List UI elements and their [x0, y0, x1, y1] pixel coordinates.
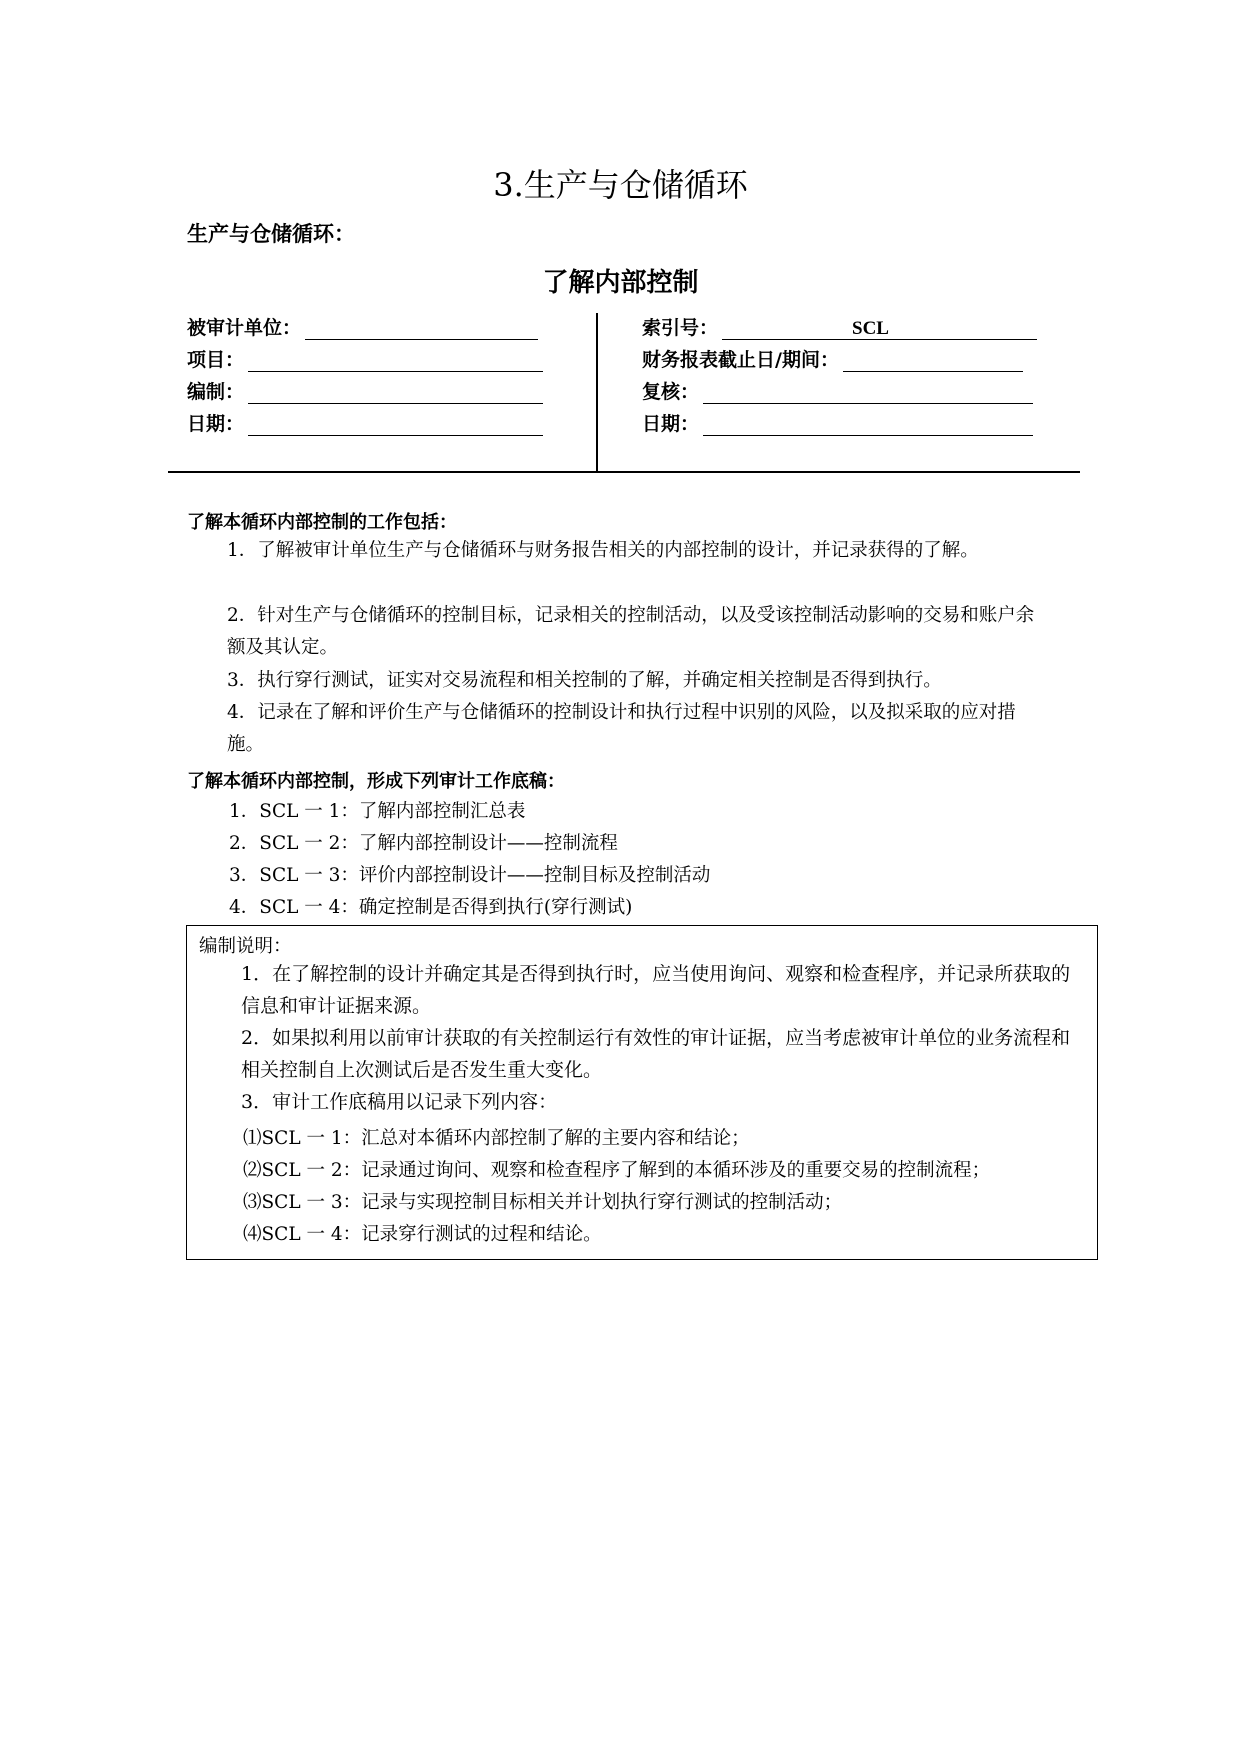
papers-heading: 了解本循环内部控制，形成下列审计工作底稿：	[187, 771, 565, 792]
period-field[interactable]	[843, 349, 1023, 372]
column-divider	[596, 313, 598, 473]
form-label: 索引号：	[642, 317, 719, 339]
date-field-left[interactable]	[248, 413, 543, 436]
form-label: 日期：	[642, 413, 700, 435]
form-label: 被审计单位：	[187, 317, 302, 339]
work-item: 1．了解被审计单位生产与仓储循环与财务报告相关的内部控制的设计，并记录获得的了解。	[227, 540, 979, 561]
form-label: 日期：	[187, 413, 245, 435]
paper-item: 3．SCL 一 3：评价内部控制设计——控制目标及控制活动	[229, 865, 711, 886]
project-field[interactable]	[248, 349, 543, 372]
page-title: 3.生产与仓储循环	[493, 166, 748, 204]
paper-item: 1．SCL 一 1：了解内部控制汇总表	[229, 801, 526, 822]
work-item: 4．记录在了解和评价生产与仓储循环的控制设计和执行过程中识别的风险，以及拟采取的应对措施。	[227, 702, 1016, 755]
form-label: 项目：	[187, 349, 245, 371]
note-item: 3．审计工作底稿用以记录下列内容：	[241, 1091, 558, 1113]
prepared-by-field[interactable]	[248, 381, 543, 404]
form-row-period	[642, 342, 1023, 372]
paper-item: 2．SCL 一 2：了解内部控制设计——控制流程	[229, 833, 618, 854]
note-sub-item: ⑶SCL 一 3：记录与实现控制目标相关并计划执行穿行测试的控制活动；	[243, 1192, 843, 1213]
form-row-reviewed-by	[642, 374, 1033, 404]
paper-item: 4．SCL 一 4：确定控制是否得到执行(穿行测试)	[229, 897, 633, 918]
form-row-project	[187, 342, 543, 372]
note-sub-item: ⑵SCL 一 2：记录通过询问、观察和检查程序了解到的本循环涉及的重要交易的控制流程；	[243, 1160, 991, 1181]
notes-title: 编制说明：	[199, 936, 292, 957]
date-field-right[interactable]	[703, 413, 1033, 436]
note-item: 1．在了解控制的设计并确定其是否得到执行时，应当使用询问、观察和检查程序，并记录所获取的信息和审计证据来源。	[241, 963, 1071, 1017]
form-label: 复核：	[642, 381, 700, 403]
form-row-audited-unit	[187, 310, 538, 340]
form-row-date-left	[187, 406, 543, 436]
work-heading: 了解本循环内部控制的工作包括：	[187, 512, 457, 533]
work-item: 3．执行穿行测试，证实对交易流程和相关控制的了解，并确定相关控制是否得到执行。	[227, 670, 942, 691]
form-label: 财务报表截止日/期间：	[642, 349, 839, 371]
form-row-prepared-by	[187, 374, 543, 404]
audited-unit-field[interactable]	[305, 317, 538, 340]
form-row-date-right	[642, 406, 1033, 436]
section-title: 生产与仓储循环：	[187, 222, 355, 246]
note-item: 2．如果拟利用以前审计获取的有关控制运行有效性的审计证据，应当考虑被审计单位的业务流程和相关控制自上次测试后是否发生重大变化。	[241, 1027, 1071, 1081]
notes-box	[186, 925, 1098, 1260]
index-number-field[interactable]: SCL	[722, 318, 1037, 340]
document-title: 了解内部控制	[542, 268, 699, 298]
form-row-index-number	[642, 310, 1037, 340]
reviewed-by-field[interactable]	[703, 381, 1033, 404]
note-sub-item: ⑷SCL 一 4：记录穿行测试的过程和结论。	[243, 1224, 602, 1245]
work-item: 2．针对生产与仓储循环的控制目标，记录相关的控制活动，以及受该控制活动影响的交易和账户余额及其认定。	[227, 605, 1035, 658]
note-sub-item: ⑴SCL 一 1：汇总对本循环内部控制了解的主要内容和结论；	[243, 1128, 750, 1149]
header-divider	[168, 471, 1080, 473]
form-label: 编制：	[187, 381, 245, 403]
